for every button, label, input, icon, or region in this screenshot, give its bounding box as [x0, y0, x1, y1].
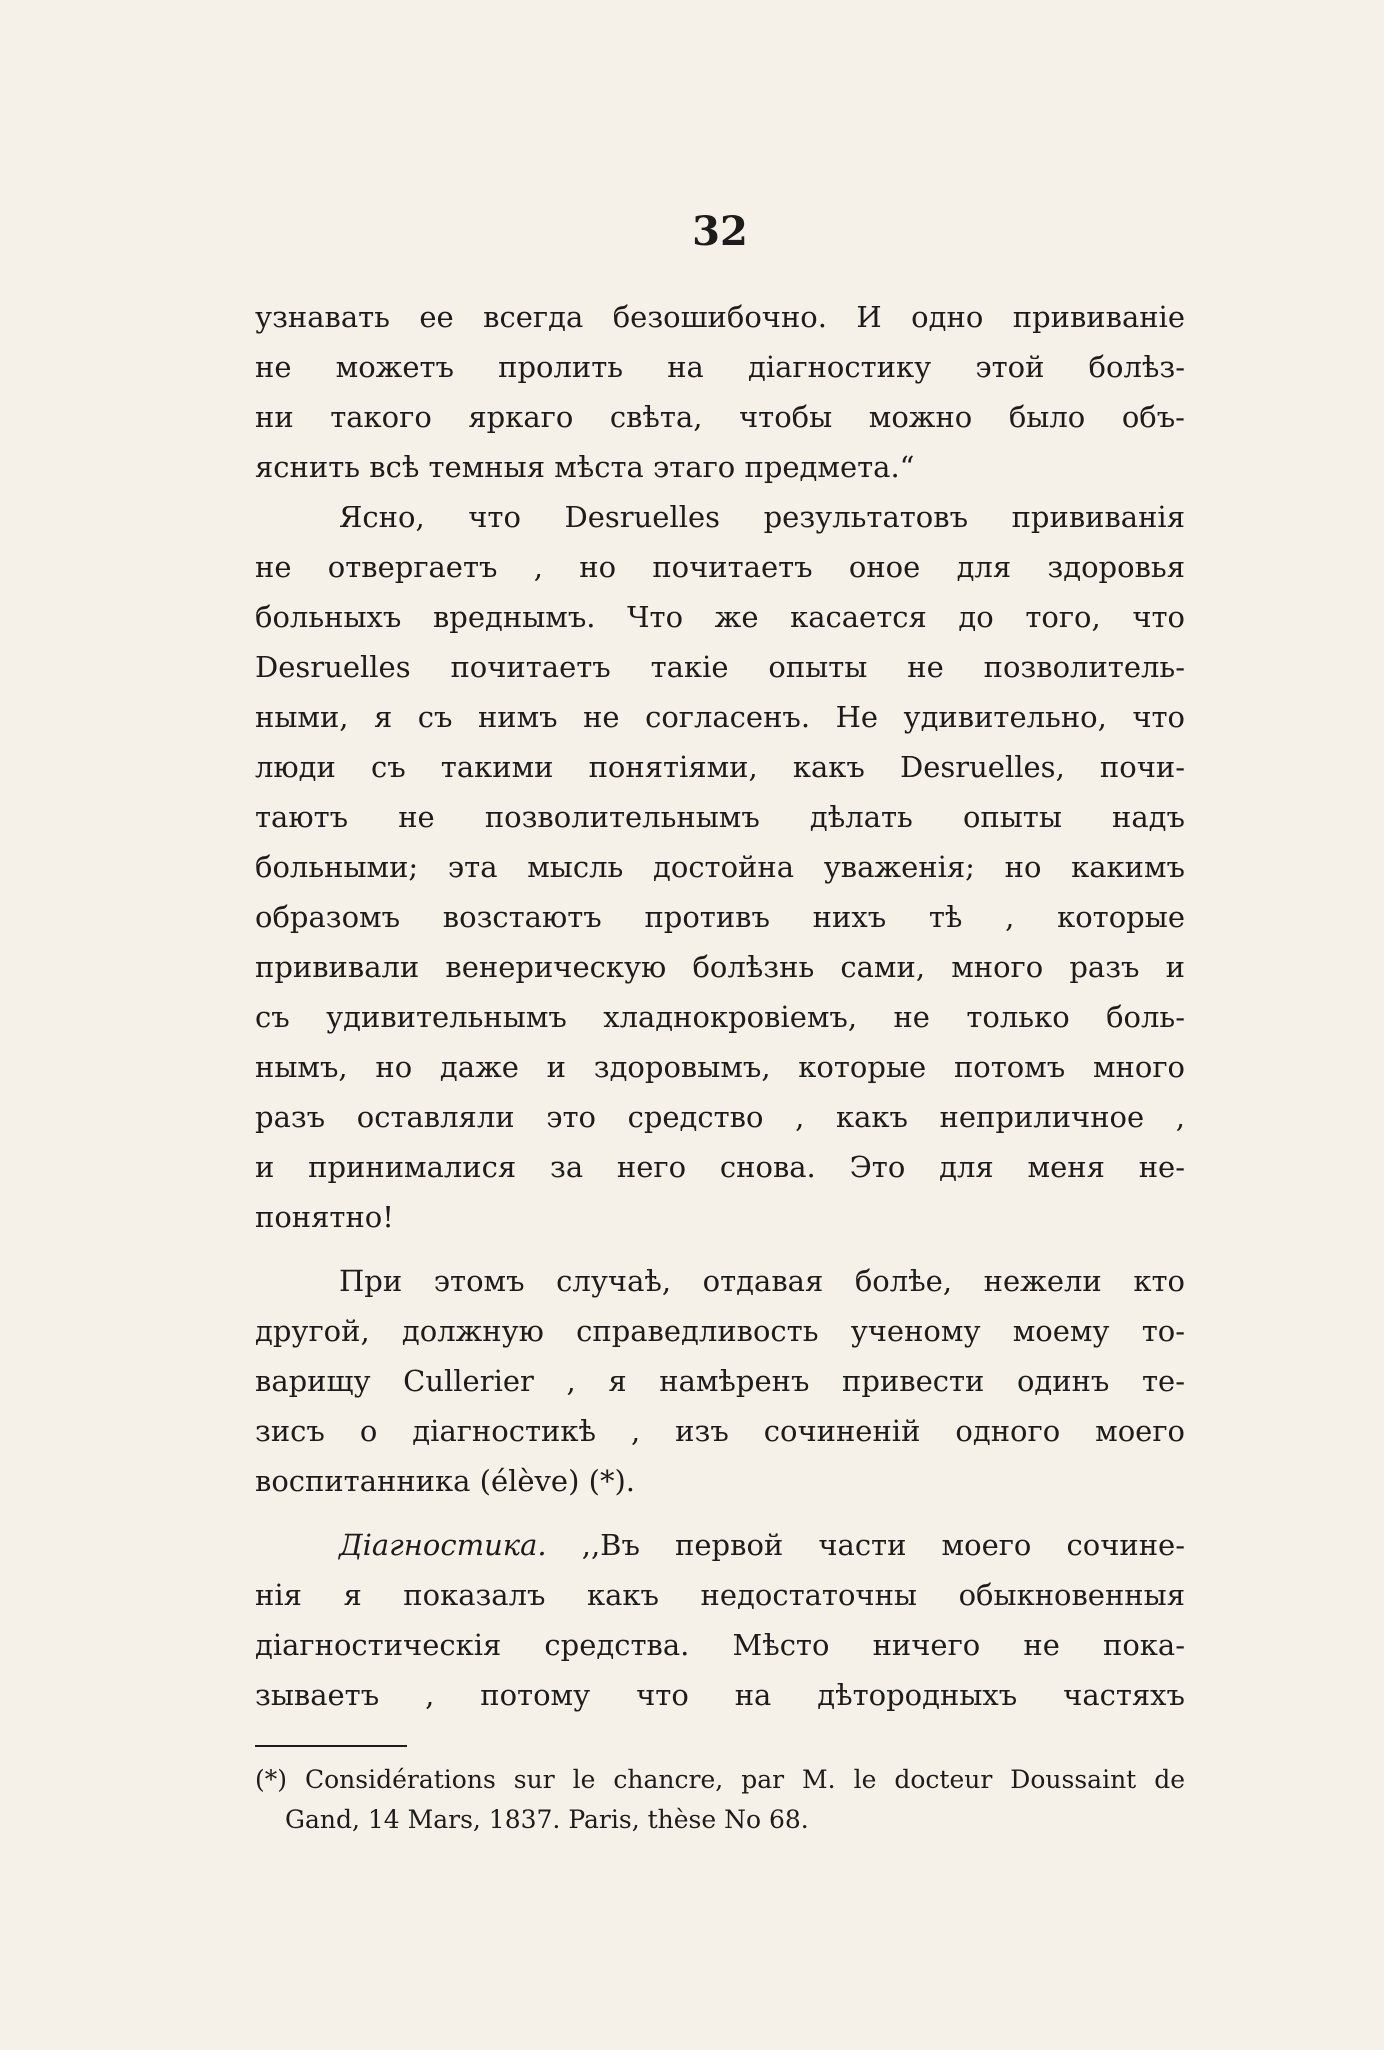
- section-heading: Діагностика.: [339, 1528, 547, 1562]
- text-line: больными; эта мысль достойна уваженія; но какимъ: [255, 850, 1185, 884]
- page-number: 32: [692, 208, 748, 255]
- text-line: съ удивительнымъ хладнокровіемъ, не только боль-: [255, 1000, 1185, 1034]
- text-line: зываетъ , потому что на дѣтородныхъ частяхъ: [255, 1678, 1185, 1712]
- text-line: и принималися за него снова. Это для меня не-: [255, 1150, 1185, 1184]
- text-line: яснить всѣ темныя мѣста этаго предмета.“: [255, 450, 915, 484]
- text-line: ни такого яркаго свѣта, чтобы можно было объ-: [255, 400, 1185, 434]
- text-line: понятно!: [255, 1200, 394, 1234]
- text-line: Desruelles почитаетъ такіе опыты не позволитель-: [255, 650, 1185, 684]
- text-line: не отвергаетъ , но почитаетъ оное для здоровья: [255, 550, 1185, 584]
- footnote-line: Gand, 14 Mars, 1837. Paris, thèse No 68.: [285, 1805, 809, 1834]
- text-line: ными, я съ нимъ не согласенъ. Не удивительно, что: [255, 700, 1185, 734]
- text-line: таютъ не позволительнымъ дѣлать опыты надъ: [255, 800, 1185, 834]
- text-line: прививали венерическую болѣзнь сами, много разъ и: [255, 950, 1185, 984]
- body-text: [255, 292, 1185, 1720]
- footnote-divider: [255, 1745, 407, 1747]
- footnote: [255, 1760, 1185, 1840]
- text-line: нія я показалъ какъ недостаточны обыкновенныя: [255, 1578, 1185, 1612]
- text-run: ,,Въ первой части моего сочине-: [546, 1528, 1185, 1562]
- text-line: люди съ такими понятіями, какъ Desruelles, почи-: [255, 750, 1185, 784]
- text-line: не можетъ пролить на діагностику этой болѣз-: [255, 350, 1185, 384]
- text-line: другой, должную справедливость ученому моему то-: [255, 1314, 1185, 1348]
- footnote-line: (*) Considérations sur le chancre, par M. le docteur Doussaint de: [255, 1765, 1185, 1794]
- text-line: больныхъ вреднымъ. Что же касается до того, что: [255, 600, 1185, 634]
- text-line: образомъ возстаютъ противъ нихъ тѣ , которые: [255, 900, 1185, 934]
- text-line: [255, 1520, 1185, 1570]
- text-line: разъ оставляли это средство , какъ неприличное ,: [255, 1100, 1185, 1134]
- text-line: нымъ, но даже и здоровымъ, которые потомъ много: [255, 1050, 1185, 1084]
- text-line: узнавать ее всегда безошибочно. И одно прививаніе: [255, 300, 1185, 334]
- text-line: варищу Cullerier , я намѣренъ привести одинъ те-: [255, 1364, 1185, 1398]
- text-line: При этомъ случаѣ, отдавая болѣе, нежели кто: [339, 1264, 1185, 1298]
- text-line: зисъ о діагностикѣ , изъ сочиненій одного моего: [255, 1414, 1185, 1448]
- text-line: Ясно, что Desruelles результатовъ прививанія: [339, 500, 1185, 534]
- text-line: діагностическія средства. Мѣсто ничего не пока-: [255, 1628, 1185, 1662]
- text-line: воспитанника (élève) (*).: [255, 1464, 635, 1498]
